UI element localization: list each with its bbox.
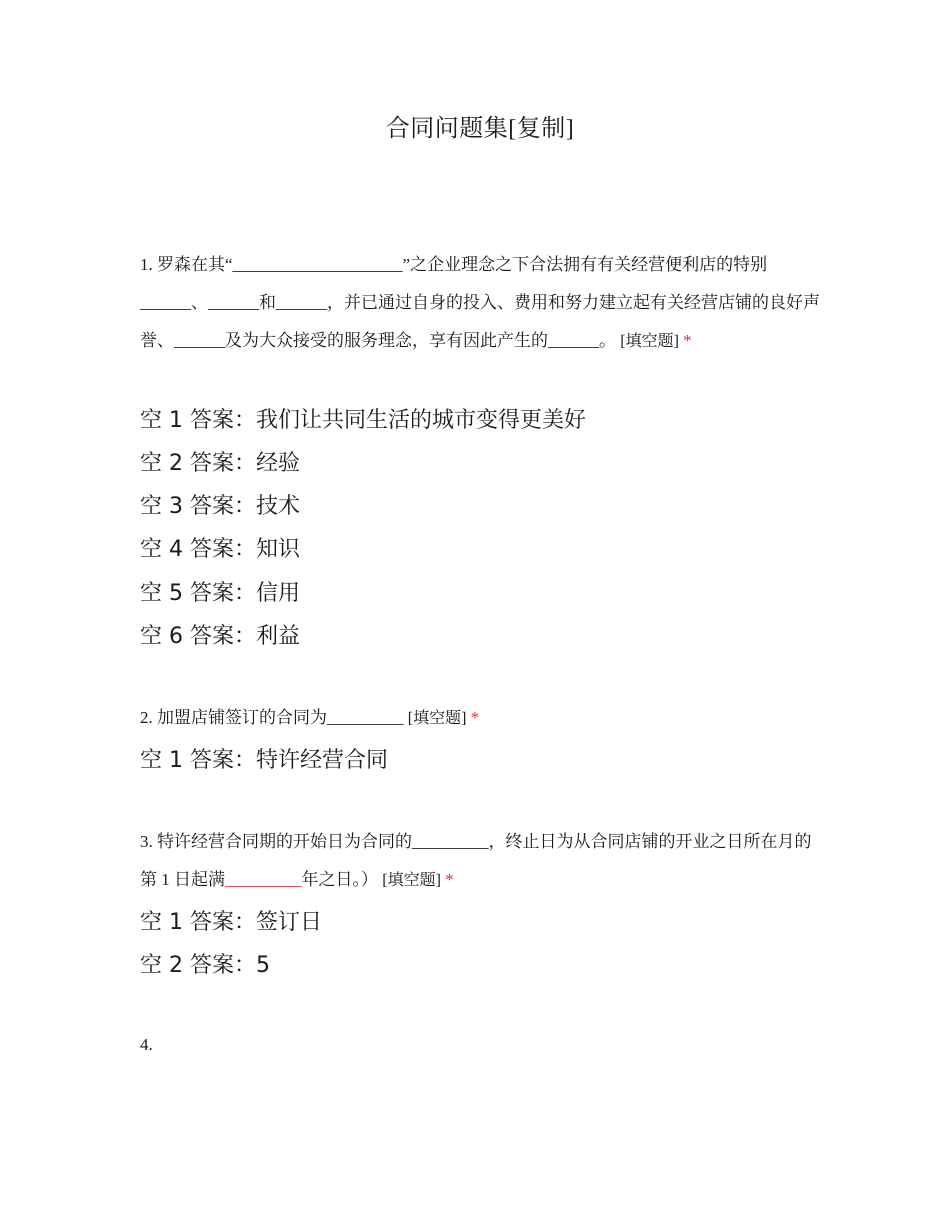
question-4 [140, 1026, 820, 1064]
question-type: [填空题] [407, 710, 467, 727]
question-number: 3. [140, 832, 153, 851]
question-text: 加盟店铺签订的合同为_________ [157, 708, 404, 727]
answer-line: 空 3 答案：技术 [140, 494, 300, 519]
answer-line: 空 6 答案：利益 [140, 624, 300, 649]
question-number: 2. [140, 708, 153, 727]
required-mark: * [683, 331, 692, 350]
answer-line: 空 5 答案：信用 [140, 581, 300, 606]
question-1 [140, 246, 820, 361]
answer-line: 空 2 答案：5 [140, 953, 270, 978]
required-mark: * [470, 708, 480, 727]
answer-line: 空 2 答案：经验 [140, 451, 300, 476]
question-text-after: 年之日。） [301, 870, 378, 889]
question-2 [140, 699, 820, 738]
page-title: 合同问题集[复制] [385, 116, 575, 142]
question-text-before: 特许经营合同期的开始日为合同的_________，终止日为从合同店铺的开业之日所在月的第 1 日起满 [140, 832, 812, 889]
question-type: [填空题] [620, 333, 679, 350]
question-number: 1. [140, 255, 153, 274]
answer-line: 空 1 答案：特许经营合同 [140, 748, 388, 773]
answer-blank-red: _________ [225, 870, 302, 889]
question-text: 罗森在其“____________________”之企业理念之下合法拥有有关经营便利店的特别______、______和______，并已通过自身的投入、费用和努力建立起有关经营店铺的良好声誉、______及为大众接受的服务理念，享有因此产生的______。 [140, 255, 820, 350]
question-type: [填空题] [382, 872, 441, 889]
answer-line: 空 4 答案：知识 [140, 537, 300, 562]
question-number: 4. [140, 1035, 153, 1054]
answer-line: 空 1 答案：签订日 [140, 910, 322, 935]
answer-line: 空 1 答案：我们让共同生活的城市变得更美好 [140, 408, 586, 433]
question-3 [140, 823, 820, 900]
required-mark: * [445, 870, 454, 889]
